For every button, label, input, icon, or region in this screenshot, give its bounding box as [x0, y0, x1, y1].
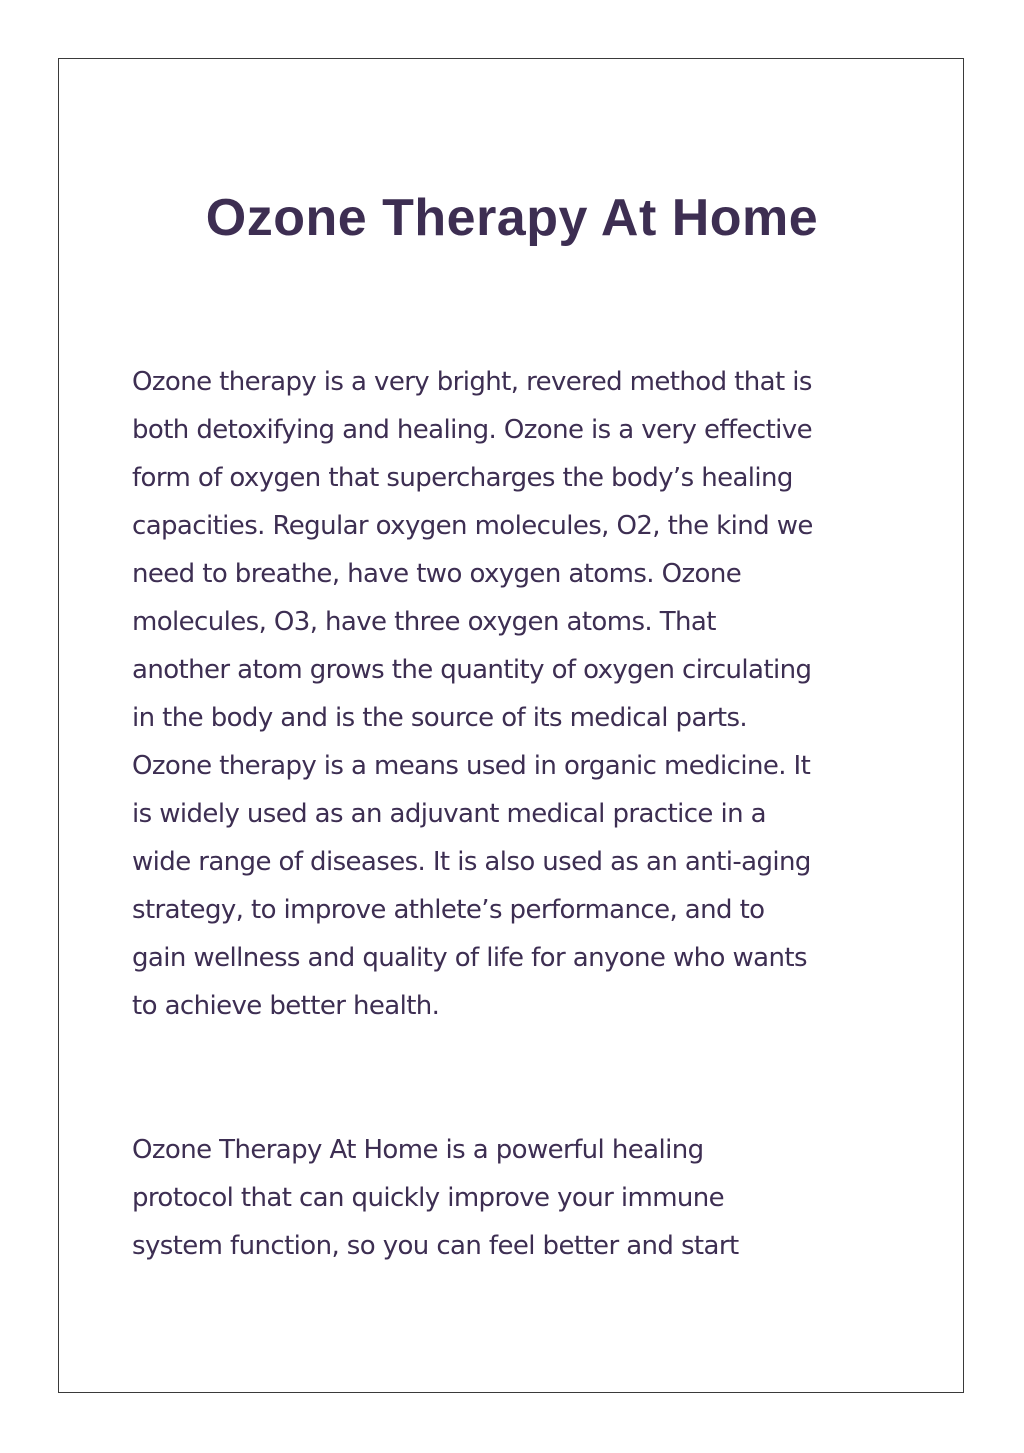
paragraph-line: protocol that can quickly improve your immune	[132, 1183, 725, 1213]
paragraph-line: another atom grows the quantity of oxygen circulating	[132, 655, 812, 685]
paragraph-line: form of oxygen that supercharges the body’s healing	[132, 463, 793, 493]
paragraph-line: to achieve better health.	[132, 991, 440, 1021]
paragraph-line: in the body and is the source of its medical parts.	[132, 703, 748, 733]
paragraph-intro	[0, 358, 1024, 1030]
paragraph-line: Ozone Therapy At Home is a powerful healing	[132, 1135, 704, 1165]
paragraph-line: system function, so you can feel better and start	[132, 1231, 739, 1261]
paragraph-line: capacities. Regular oxygen molecules, O2, the kind we	[132, 511, 813, 541]
document-title: Ozone Therapy At Home	[205, 189, 819, 247]
paragraph-line: Ozone therapy is a means used in organic medicine. It	[132, 751, 811, 781]
paragraph-line: Ozone therapy is a very bright, revered method that is	[132, 367, 812, 397]
paragraph-line: molecules, O3, have three oxygen atoms. That	[132, 607, 716, 637]
paragraph-line: both detoxifying and healing. Ozone is a very effective	[132, 415, 812, 445]
paragraph-line: is widely used as an adjuvant medical practice in a	[132, 799, 766, 829]
paragraph-line: need to breathe, have two oxygen atoms. Ozone	[132, 559, 742, 589]
paragraph-line: strategy, to improve athlete’s performance, and to	[132, 895, 765, 925]
paragraph-line: wide range of diseases. It is also used as an anti-aging	[132, 847, 811, 877]
paragraph-home-therapy	[0, 1126, 1024, 1270]
paragraph-line: gain wellness and quality of life for anyone who wants	[132, 943, 807, 973]
